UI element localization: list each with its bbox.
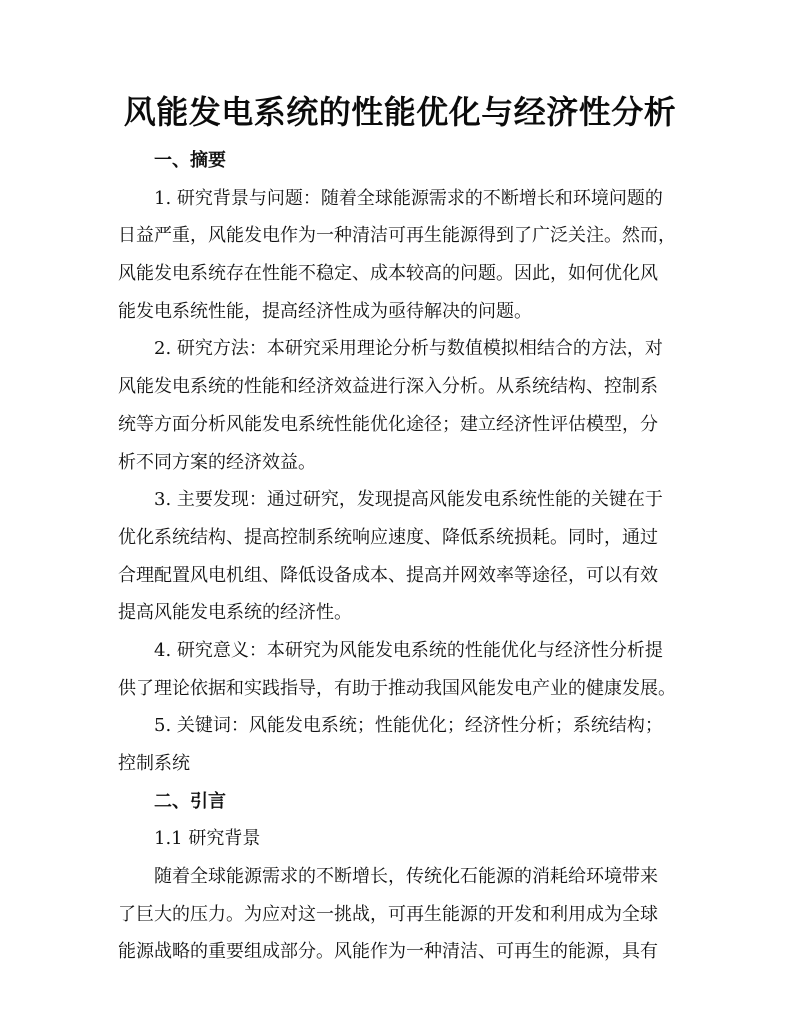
paragraph-line: 控制系统	[118, 753, 190, 774]
paragraph-line: 3. 主要发现：通过研究，发现提高风能发电系统性能的关键在于	[154, 489, 663, 511]
paragraph-line: 供了理论依据和实践指导，有助于推动我国风能发电产业的健康发展。	[118, 677, 676, 699]
document-body	[118, 142, 680, 971]
section-heading: 一、摘要	[154, 150, 226, 171]
paragraph-line: 1. 研究背景与问题：随着全球能源需求的不断增长和环境问题的	[154, 187, 663, 209]
paragraph-line: 4. 研究意义：本研究为风能发电系统的性能优化与经济性分析提	[154, 639, 663, 661]
paragraph-line: 了巨大的压力。为应对这一挑战，可再生能源的开发和利用成为全球	[118, 903, 658, 925]
paragraph-line: 随着全球能源需求的不断增长，传统化石能源的消耗给环境带来	[154, 866, 658, 888]
paragraph-line: 风能发电系统存在性能不稳定、成本较高的问题。因此，如何优化风	[118, 263, 658, 285]
page-title: 风能发电系统的性能优化与经济性分析	[123, 93, 677, 131]
paragraph-line: 优化系统结构、提高控制系统响应速度、降低系统损耗。同时，通过	[118, 526, 658, 548]
paragraph-line: 统等方面分析风能发电系统性能优化途径；建立经济性评估模型，分	[118, 413, 658, 435]
paragraph-line: 风能发电系统的性能和经济效益进行深入分析。从系统结构、控制系	[118, 376, 658, 398]
paragraph-line: 合理配置风电机组、降低设备成本、提高并网效率等途径，可以有效	[118, 564, 658, 586]
paragraph-line: 1.1 研究背景	[154, 828, 261, 850]
paragraph-line: 5. 关键词：风能发电系统；性能优化；经济性分析；系统结构；	[154, 715, 663, 737]
paragraph-line: 能发电系统性能，提高经济性成为亟待解决的问题。	[118, 300, 532, 322]
paragraph-line: 提高风能发电系统的经济性。	[118, 602, 352, 624]
paragraph-line: 2. 研究方法：本研究采用理论分析与数值模拟相结合的方法，对	[154, 338, 663, 360]
section-heading: 二、引言	[154, 790, 226, 812]
paragraph-line: 能源战略的重要组成部分。风能作为一种清洁、可再生的能源，具有	[118, 941, 658, 963]
paragraph-line: 日益严重，风能发电作为一种清洁可再生能源得到了广泛关注。然而，	[118, 225, 676, 247]
paragraph-line: 析不同方案的经济效益。	[118, 451, 316, 473]
